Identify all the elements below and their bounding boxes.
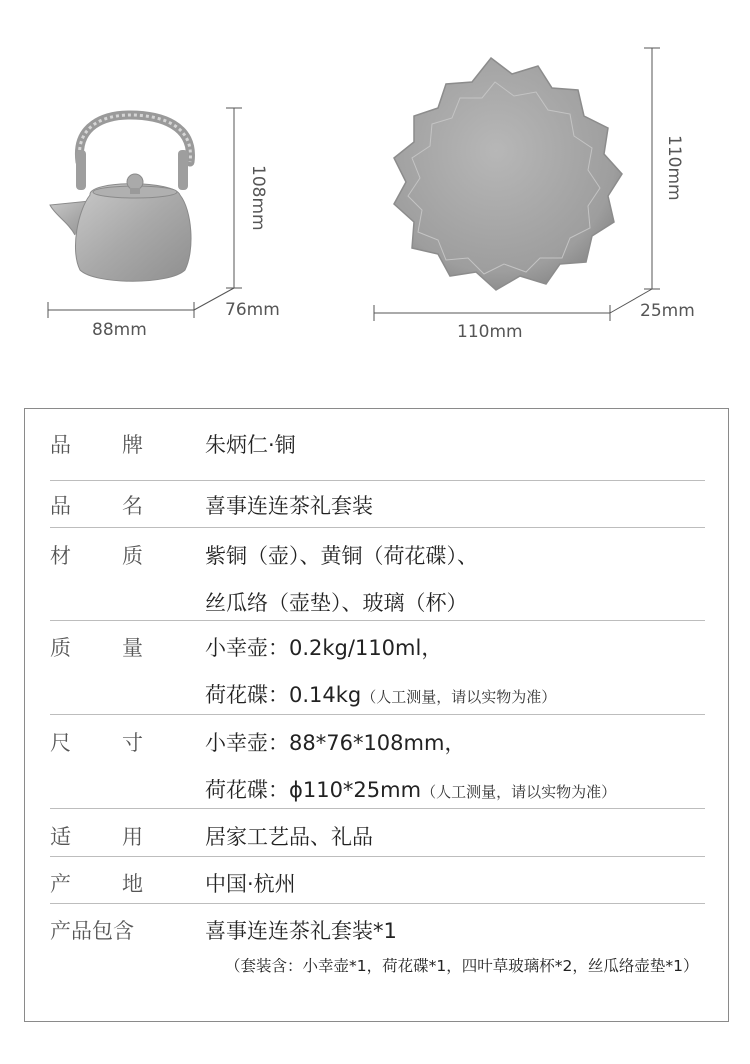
spec-value-line-1: 小幸壶：88*76*108mm， bbox=[205, 731, 466, 755]
spec-row-origin: 产 地 中国·杭州 bbox=[50, 857, 705, 904]
teapot-height-label: 108mm bbox=[248, 165, 268, 231]
spec-value-line-2: 丝瓜络（壶垫）、玻璃（杯） bbox=[205, 591, 468, 615]
spec-value-line-1: 小幸壶：0.2kg/110ml， bbox=[205, 636, 443, 660]
teapot-depth-label: 76mm bbox=[225, 300, 280, 320]
dish-width-label: 110mm bbox=[457, 322, 523, 342]
spec-value: 居家工艺品、礼品 bbox=[205, 825, 373, 849]
spec-row-material: 材 质 紫铜（壶）、黄铜（荷花碟）、 丝瓜络（壶垫）、玻璃（杯） bbox=[50, 528, 705, 621]
teapot-width-label: 88mm bbox=[92, 320, 147, 340]
spec-row-weight: 质 量 小幸壶：0.2kg/110ml， 荷花碟：0.14kg（人工测量，请以实物为准） bbox=[50, 621, 705, 715]
dish-height-label: 110mm bbox=[664, 135, 684, 201]
measurement-note: （人工测量，请以实物为准） bbox=[361, 688, 557, 706]
spec-row-name: 品 名 喜事连连茶礼套装 bbox=[50, 481, 705, 528]
dimension-illustrations bbox=[0, 0, 750, 380]
spec-row-usage: 适 用 居家工艺品、礼品 bbox=[50, 809, 705, 857]
spec-value: 中国·杭州 bbox=[205, 872, 296, 896]
contents-detail: （套装含：小幸壶*1，荷花碟*1，四叶草玻璃杯*2，丝瓜络壶垫*1） bbox=[225, 957, 699, 975]
dish-depth-label: 25mm bbox=[640, 301, 695, 321]
spec-value-line-1: 紫铜（壶）、黄铜（荷花碟）、 bbox=[205, 544, 478, 568]
spec-label: 产品包含 bbox=[50, 919, 134, 943]
spec-row-brand: 品 牌 朱炳仁·铜 bbox=[50, 429, 705, 481]
teapot-illustration bbox=[50, 115, 191, 281]
spec-row-size: 尺 寸 小幸壶：88*76*108mm， 荷花碟：ϕ110*25mm（人工测量，请以实物为准） bbox=[50, 715, 705, 809]
spec-value-line-2: 荷花碟：ϕ110*25mm（人工测量，请以实物为准） bbox=[205, 778, 617, 802]
spec-value: 喜事连连茶礼套装 bbox=[205, 494, 373, 518]
spec-row-contents bbox=[50, 904, 705, 1004]
spec-table bbox=[24, 408, 729, 1022]
spec-value: 朱炳仁·铜 bbox=[205, 433, 296, 457]
spec-value-line-2: 荷花碟：0.14kg（人工测量，请以实物为准） bbox=[205, 683, 557, 707]
measurement-note: （人工测量，请以实物为准） bbox=[421, 783, 617, 801]
lotus-dish-illustration bbox=[394, 58, 622, 290]
spec-value: 喜事连连茶礼套装*1 bbox=[205, 919, 397, 943]
